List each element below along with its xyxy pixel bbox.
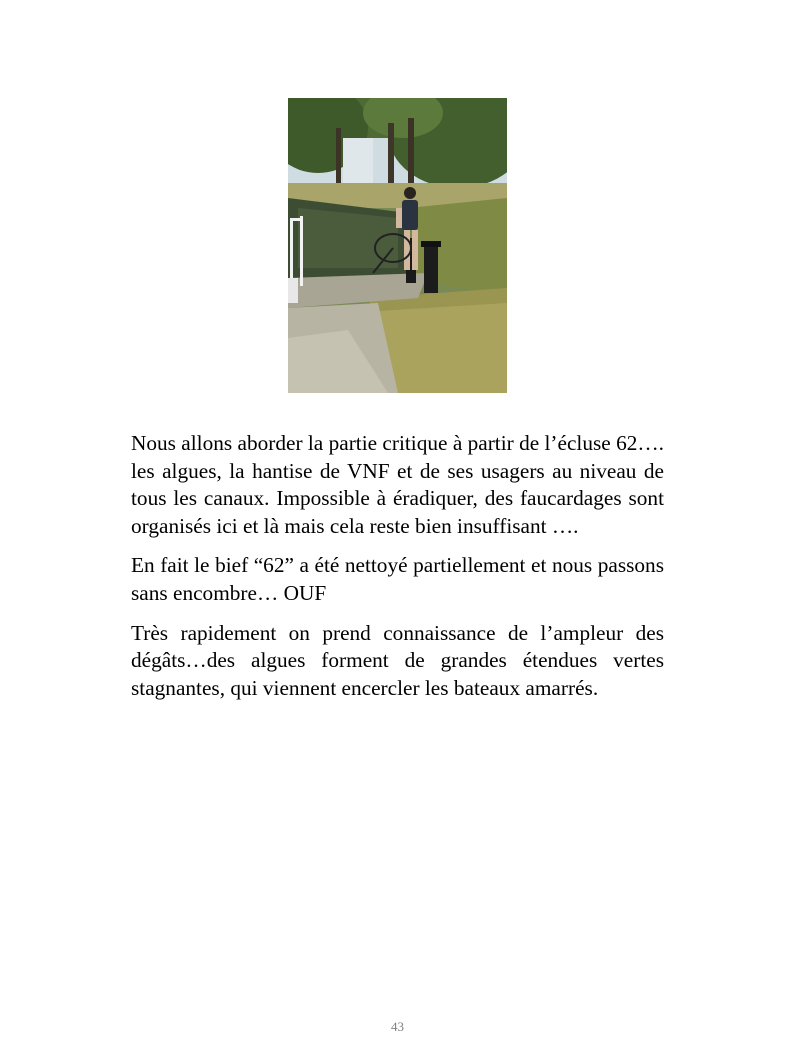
- paragraph: Nous allons aborder la partie critique à partir de l’écluse 62…. les algues, la hantise de VNF et de ses usagers au niveau de tous les canaux. Impossible à éradiquer, des faucardages sont organisés ici et là mais cela reste bien insuffisant ….: [131, 431, 664, 538]
- paragraph: Très rapidement on prend connaissance de l’ampleur des dégâts…des algues forment de grandes étendues vertes stagnantes, qui viennent encercler les bateaux amarrés.: [131, 620, 664, 700]
- paragraph: En fait le bief “62” a été nettoyé partiellement et nous passons sans encombre… OUF: [131, 553, 664, 605]
- body-text: [131, 430, 664, 714]
- canal-lock-photo: [288, 98, 507, 393]
- page-number: 43: [391, 1019, 404, 1034]
